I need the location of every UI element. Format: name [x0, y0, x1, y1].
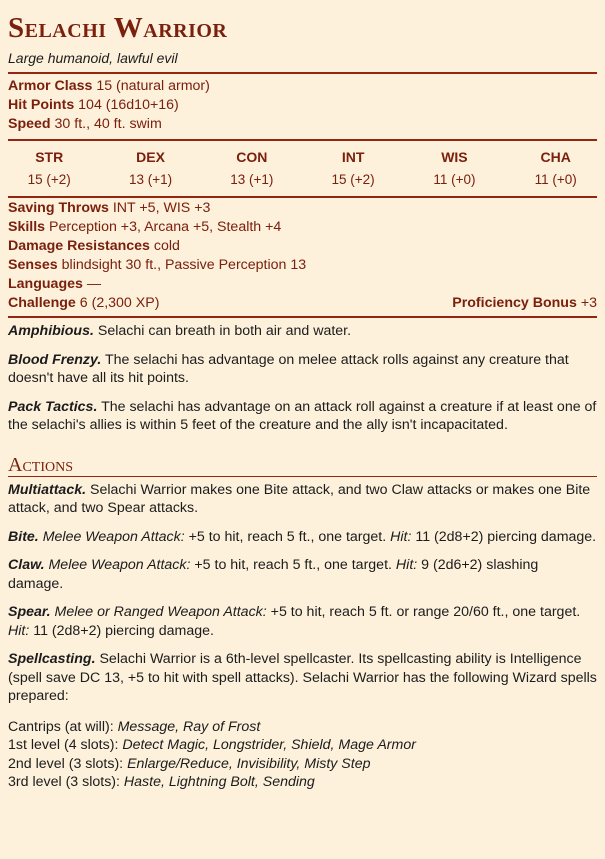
creature-name: Selachi Warrior: [8, 12, 228, 44]
divider: [8, 316, 597, 318]
action-multiattack: Multiattack. Selachi Warrior makes one Bite attack, and two Claw attacks or makes one Bite attack, and two Spear attacks.: [8, 481, 591, 516]
speed: 30 ft., 40 ft. swim: [54, 116, 162, 132]
challenge: 6 (2,300 XP): [79, 295, 160, 311]
damage-resistances: cold: [153, 238, 180, 254]
action-spear: Spear. Melee or Ranged Weapon Attack: +5 to hit, reach 5 ft. or range 20/60 ft., one target. Hit: 11 (2d8+2) piercing damage.: [8, 604, 581, 639]
spell-level: 3rd level (3 slots): Haste, Lightning Bolt, Sending: [8, 774, 315, 790]
skills: Perception +3, Arcana +5, Stealth +4: [49, 219, 282, 235]
spell-list: [8, 718, 597, 792]
actions: [8, 481, 597, 792]
actions-heading: Actions: [8, 453, 74, 476]
spell-level: 1st level (4 slots): Detect Magic, Longstrider, Shield, Mage Armor: [8, 737, 416, 753]
action-spellcasting: Spellcasting. Selachi Warrior is a 6th-level spellcaster. Its spellcasting ability is Intelligence (spell save DC 13, +5 to hit with spell attacks). Selachi Warrior has the following Wizard spells prepared:: [8, 651, 597, 704]
ability-con: CON 13 (+1): [230, 149, 274, 187]
challenge-row: Challenge 6 (2,300 XP) Proficiency Bonus +3: [8, 295, 597, 311]
divider: [8, 196, 597, 198]
armor-class: 15 (natural armor): [96, 78, 210, 94]
trait: Pack Tactics. The selachi has advantage on an attack roll against a creature if at least one of the selachi's allies is within 5 feet of the creature and the ally isn't incapacitated.: [8, 398, 597, 433]
spell-level: Cantrips (at will): Message, Ray of Frost: [8, 718, 261, 735]
saving-throws: INT +5, WIS +3: [112, 200, 211, 216]
proficiency-bonus: +3: [580, 295, 597, 311]
divider: [8, 72, 597, 74]
divider: [8, 476, 597, 477]
spell-level: 2nd level (3 slots): Enlarge/Reduce, Invisibility, Misty Step: [8, 755, 371, 772]
basic-stats: Armor Class 15 (natural armor) Hit Points 104 (16d10+16) Speed 30 ft., 40 ft. swim: [8, 78, 210, 132]
creature-meta: Large humanoid, lawful evil: [8, 50, 178, 66]
ability-str: STR 15 (+2): [27, 149, 71, 187]
ability-int: INT 15 (+2): [331, 149, 375, 187]
details: Saving Throws INT +5, WIS +3 Skills Perception +3, Arcana +5, Stealth +4 Damage Resistances cold Senses blindsight 30 ft., Passive Perception 13 Languages — Challenge 6 (2,300 XP) Proficiency Bonus +3: [8, 200, 597, 311]
traits: [8, 322, 597, 435]
trait: Blood Frenzy. The selachi has advantage on melee attack rolls against any creature that doesn't have all its hit points.: [8, 351, 569, 386]
senses: blindsight 30 ft., Passive Perception 13: [61, 257, 307, 273]
action-bite: Bite. Melee Weapon Attack: +5 to hit, reach 5 ft., one target. Hit: 11 (2d8+2) piercing damage.: [8, 528, 597, 545]
ability-scores: [8, 141, 597, 196]
ability-cha: CHA 11 (+0): [534, 149, 577, 187]
action-claw: Claw. Melee Weapon Attack: +5 to hit, reach 5 ft., one target. Hit: 9 (2d6+2) slashing damage.: [8, 557, 539, 592]
hit-points: 104 (16d10+16): [78, 97, 179, 113]
trait: Amphibious. Selachi can breath in both air and water.: [8, 323, 352, 339]
ability-dex: DEX 13 (+1): [128, 149, 173, 187]
languages: —: [86, 276, 102, 292]
ability-wis: WIS 11 (+0): [433, 149, 476, 187]
